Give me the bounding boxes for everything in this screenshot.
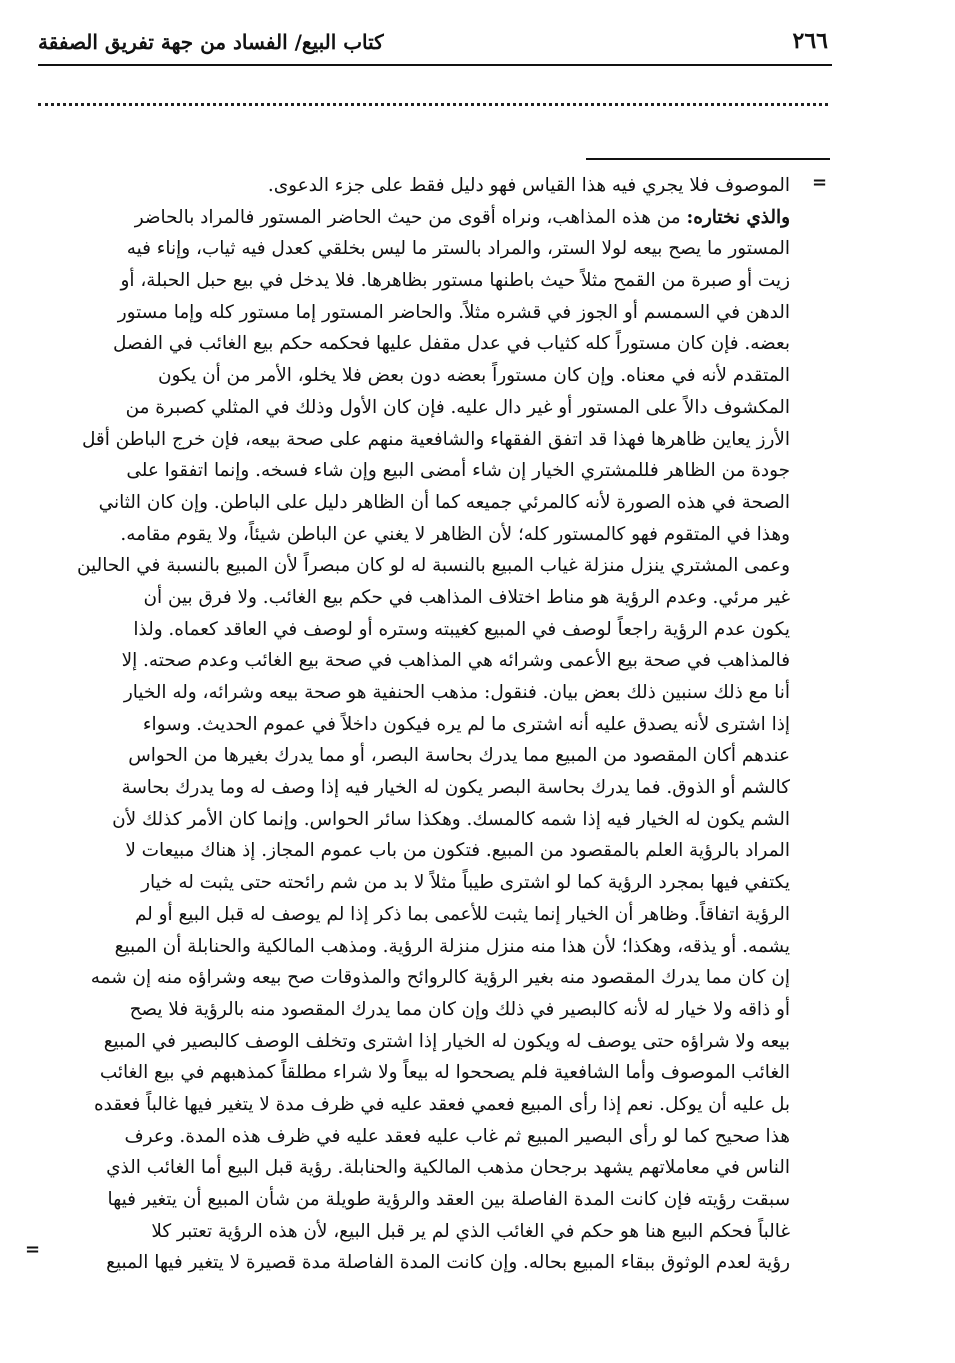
text-line: عندهم أكان المقصود من المبيع مما يدرك بحاسة البصر، أو مما يدرك بغيرها من الحواس [128, 745, 790, 767]
running-title: كتاب البيع/ الفساد من جهة تفريق الصفقة [38, 30, 384, 54]
text-line: رؤية لعدم الوثوق ببقاء المبيع بحاله. وإن كانت المدة الفاصلة مدة قصيرة لا يتغير فيها المبيع [106, 1252, 790, 1274]
text-line: وهذا في المتقوم فهو كالمستور كله؛ لأن الظاهر لا يغني عن الباطن شيئاً، ولا يقوم مقامه. [120, 523, 790, 545]
text-line: فالمذاهب في صحة بيع الأعمى وشرائه هي المذاهب في صحة بيع الغائب وعدم صحته. إلا [121, 650, 790, 672]
text-run: من هذه المذاهب، ونراه أقوى من حيث الحاضر المستور فالمراد بالحاضر [134, 206, 687, 228]
text-line: إذا اشترى لأنه يصدق عليه أنه اشترى ما لم يره فيكون داخلاً في عموم الحديث. وسواء [142, 713, 790, 735]
text-line: المراد بالرؤية العلم بالمقصود من المبيع. فتكون من باب عموم المجاز. إذ هناك مبيعات لا [125, 840, 790, 862]
text-line: المستور ما يصح بيعه لولا الستر، والمراد بالستر ما ليس بخلقي كعدل فيه ثياب، وإناء فيه [126, 238, 790, 260]
page-number: ٢٦٦ [792, 28, 828, 54]
text-line [36, 202, 790, 234]
text-line: الرؤية اتفاقاً. وظاهر أن الخيار إنما يثبت للأعمى بما ذكر إذا لم يوصف له قبل البيع أو لم [134, 903, 790, 925]
continuation-mark-top: = [812, 172, 828, 193]
text-line: الغائب الموصوف وأما الشافعية فلم يصححوا له بيعاً ولا شراء مطلقاً كمذهبهم في بيع الغائب [99, 1062, 790, 1084]
text-line: غالباً فحكم البيع هنا هو حكم في الغائب الذي لم ير قبل البيع، لأن هذه الرؤية تعتبر كلا [151, 1220, 790, 1242]
text-line: الناس في معاملاتهم يشهد برجحان مذهب المالكية والحنابلة. رؤية قبل البيع أما الغائب الذي [106, 1157, 790, 1179]
text-line: سبقت رؤيته فإن كانت المدة الفاصلة بين العقد والرؤية طويلة من شأن المبيع أن يتغير فيها [107, 1189, 790, 1210]
text-line: المكشوف دالاً على المستور أو غير دال عليه. فإن كان الأول وذلك في المثلي كصبرة من [125, 396, 790, 418]
text-line: غير مرئي. وعدم الرؤية هو مناط اختلاف المذاهب في حكم بيع الغائب. ولا فرق بين أن [143, 586, 790, 608]
text-line: أو ذاقه ولا خيار له لأنه كالبصير في ذلك وإن كان مما يدرك المقصود منه بالرؤية فلا يصح [129, 998, 790, 1020]
header-rule [38, 64, 832, 66]
text-line: يكتفي فيها بمجرد الرؤية كما لو اشترى طيباً مثلاً لا بد من شم رائحته حتى يثبت له خيار [141, 872, 790, 894]
text-line: الدهن في السمسم أو الجوز في قشره مثلاً. والحاضر المستور إما مستور كله وإما مستور [117, 301, 790, 323]
text-line: زيت أو صبرة من القمح مثلاً حيث باطنها مستور بظاهرها. فلا يدخل في بيع حبل الحبلة، أو [120, 270, 790, 292]
text-line: إن كان مما يدرك المقصود منه بغير الرؤية كالروائح والمذوقات صح بيعه وشراؤه منه إن شمه [90, 967, 790, 989]
text-line: كالشم أو الذوق. فما يدرك بحاسة البصر يكون له الخيار فيه إذا وصف له وما يدرك بحاسة [121, 777, 790, 799]
dotted-separator [38, 103, 828, 106]
text-line: أنا مع ذلك سنبين ذلك بعض بيان. فنقول: مذهب الحنفية هو صحة بيعه وشرائه، وله الخيار [123, 682, 790, 703]
footnote-rule [586, 158, 830, 160]
text-line: الصحة في هذه الصورة لأنه كالمرئي جميعه كما أن الظاهر دليل على الباطن. وإن كان الثاني [98, 491, 790, 513]
text-line: يكون عدم الرؤية راجعاً لوصف في المبيع كغيبته وستره أو لوصف في العاقد كعماه. ولذا [133, 618, 790, 640]
text-line: الموصوف فلا يجري فيه هذا القياس فهو دليل فقط على جزء الدعوى. [267, 175, 790, 196]
text-line: وعمى المشتري ينزل منزلة غياب المبيع بالنسبة له لو كان مبصراً لأن المبيع بالنسبة في الحالين [77, 555, 790, 577]
text-line: بعضه. فإن كان مستوراً كله كثياب في عدل مقفل عليها فحكمه حكم بيع الغائب في الفصل [113, 333, 790, 355]
text-line: بيعه ولا شراؤه حتى يوصف له ويكون له الخيار إذا اشترى وتخلف الوصف كالبصير في المبيع [103, 1030, 790, 1052]
text-line: بل عليه أن يوكل. نعم إذا رأى المبيع فعمي فعقد عليه في ظرف مدة لا يتغير فيها غالباً فعقده [94, 1093, 790, 1115]
text-line: جودة من الظاهر فللمشتري الخيار إن شاء أمضى البيع وإن شاء فسخه. وإنما اتفقوا على [126, 460, 790, 482]
body-text [36, 170, 790, 1279]
paragraph-lead: والذي نختاره: [686, 206, 790, 228]
text-line: الأرز يعاين ظاهرها فهذا قد اتفق الفقهاء والشافعية منهم على صحة بيعه، فإن خرج الباطن أقل [81, 428, 790, 450]
text-line: المتقدم لأنه في معناه. وإن كان مستوراً بعضه دون بعض فلا يخلو، الأمر من أن يكون [157, 365, 790, 387]
page-header [38, 26, 828, 66]
continuation-mark-bottom: = [25, 1239, 41, 1260]
text-line: هذا صحيح كما لو رأى البصير المبيع ثم غاب عليه فعقد عليه في ظرف هذه المدة. وعرف [124, 1125, 790, 1147]
text-line: الشم يكون له الخيار فيه إذا شمه كالمسك. وهكذا سائر الحواس. وإنما كان الأمر كذلك لأن [112, 808, 790, 830]
text-line: يشمه. أو يذقه، وهكذا؛ لأن هذا منه منزل منزلة الرؤية. ومذهب المالكية والحنابلة أن المبيع [114, 935, 790, 957]
